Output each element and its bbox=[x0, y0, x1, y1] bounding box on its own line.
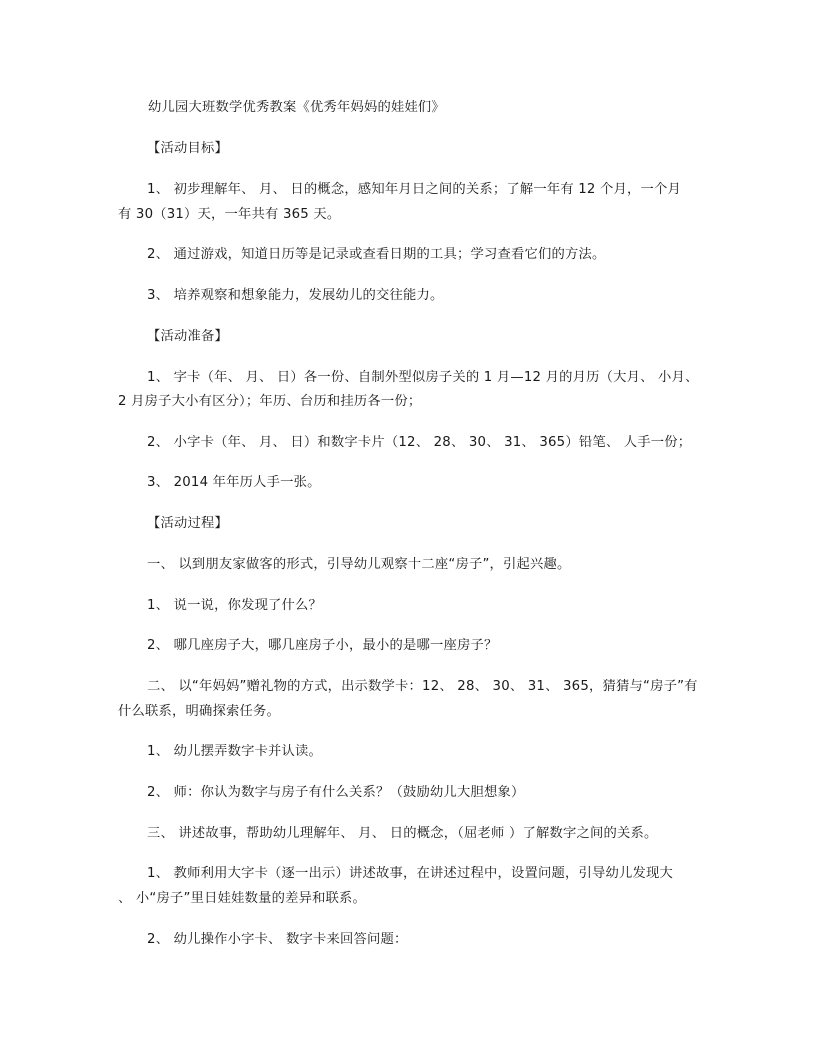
goal-item-1-cont: 有 30（31）天，一年共有 365 天。 bbox=[118, 207, 341, 222]
process-step-2: 二、 以“年妈妈”赠礼物的方式，出示数学卡：12、 28、 30、 31、 365，猜猜与“房子”有 bbox=[147, 679, 698, 694]
prep-item-1: 1、 字卡（年、 月、 日）各一份、自制外型似房子关的 1 月—12 月的月历（大月、 小月、 bbox=[147, 370, 699, 385]
process-step-1-q2: 2、 哪几座房子大，哪几座房子小，最小的是哪一座房子？ bbox=[147, 638, 498, 653]
goal-item-1: 1、 初步理解年、 月、 日的概念，感知年月日之间的关系；了解一年有 12 个月，一个月 bbox=[147, 182, 681, 197]
process-step-3-q2: 2、 幼儿操作小字卡、 数字卡来回答问题： bbox=[147, 932, 408, 947]
goal-item-3: 3、 培养观察和想象能力，发展幼儿的交往能力。 bbox=[147, 288, 444, 303]
document-title: 幼儿园大班数学优秀教案《优秀年妈妈的娃娃们》 bbox=[148, 100, 445, 115]
goal-item-2: 2、 通过游戏，知道日历等是记录或查看日期的工具；学习查看它们的方法。 bbox=[147, 247, 606, 262]
process-step-2-cont: 什么联系，明确探索任务。 bbox=[118, 704, 280, 719]
process-step-1: 一、 以到朋友家做客的形式，引导幼儿观察十二座“房子”，引起兴趣。 bbox=[147, 557, 571, 572]
prep-item-1-cont: 2 月房子大小有区分）；年历、台历和挂历各一份； bbox=[118, 394, 422, 409]
section-heading-process: 【活动过程】 bbox=[147, 516, 228, 531]
process-step-3: 三、 讲述故事，帮助幼儿理解年、 月、 日的概念，（屈老师 ）了解数字之间的关系。 bbox=[147, 826, 658, 841]
process-step-2-q1: 1、 幼儿摆弄数字卡并认读。 bbox=[147, 744, 323, 759]
process-step-3-q1-cont: 、 小“房子”里日娃娃数量的差异和联系。 bbox=[118, 891, 367, 906]
process-step-2-q2: 2、 师：你认为数字与房子有什么关系？（鼓励幼儿大胆想象） bbox=[147, 785, 525, 800]
prep-item-3: 3、 2014 年年历人手一张。 bbox=[147, 475, 321, 490]
section-heading-prep: 【活动准备】 bbox=[147, 329, 228, 344]
process-step-1-q1: 1、 说一说，你发现了什么？ bbox=[147, 598, 323, 613]
section-heading-goals: 【活动目标】 bbox=[147, 141, 228, 156]
process-step-3-q1: 1、 教师利用大字卡（逐一出示）讲述故事，在讲述过程中，设置问题，引导幼儿发现大 bbox=[147, 866, 673, 881]
prep-item-2: 2、 小字卡（年、 月、 日）和数字卡片（12、 28、 30、 31、 365）铅笔、 人手一份； bbox=[147, 435, 692, 450]
